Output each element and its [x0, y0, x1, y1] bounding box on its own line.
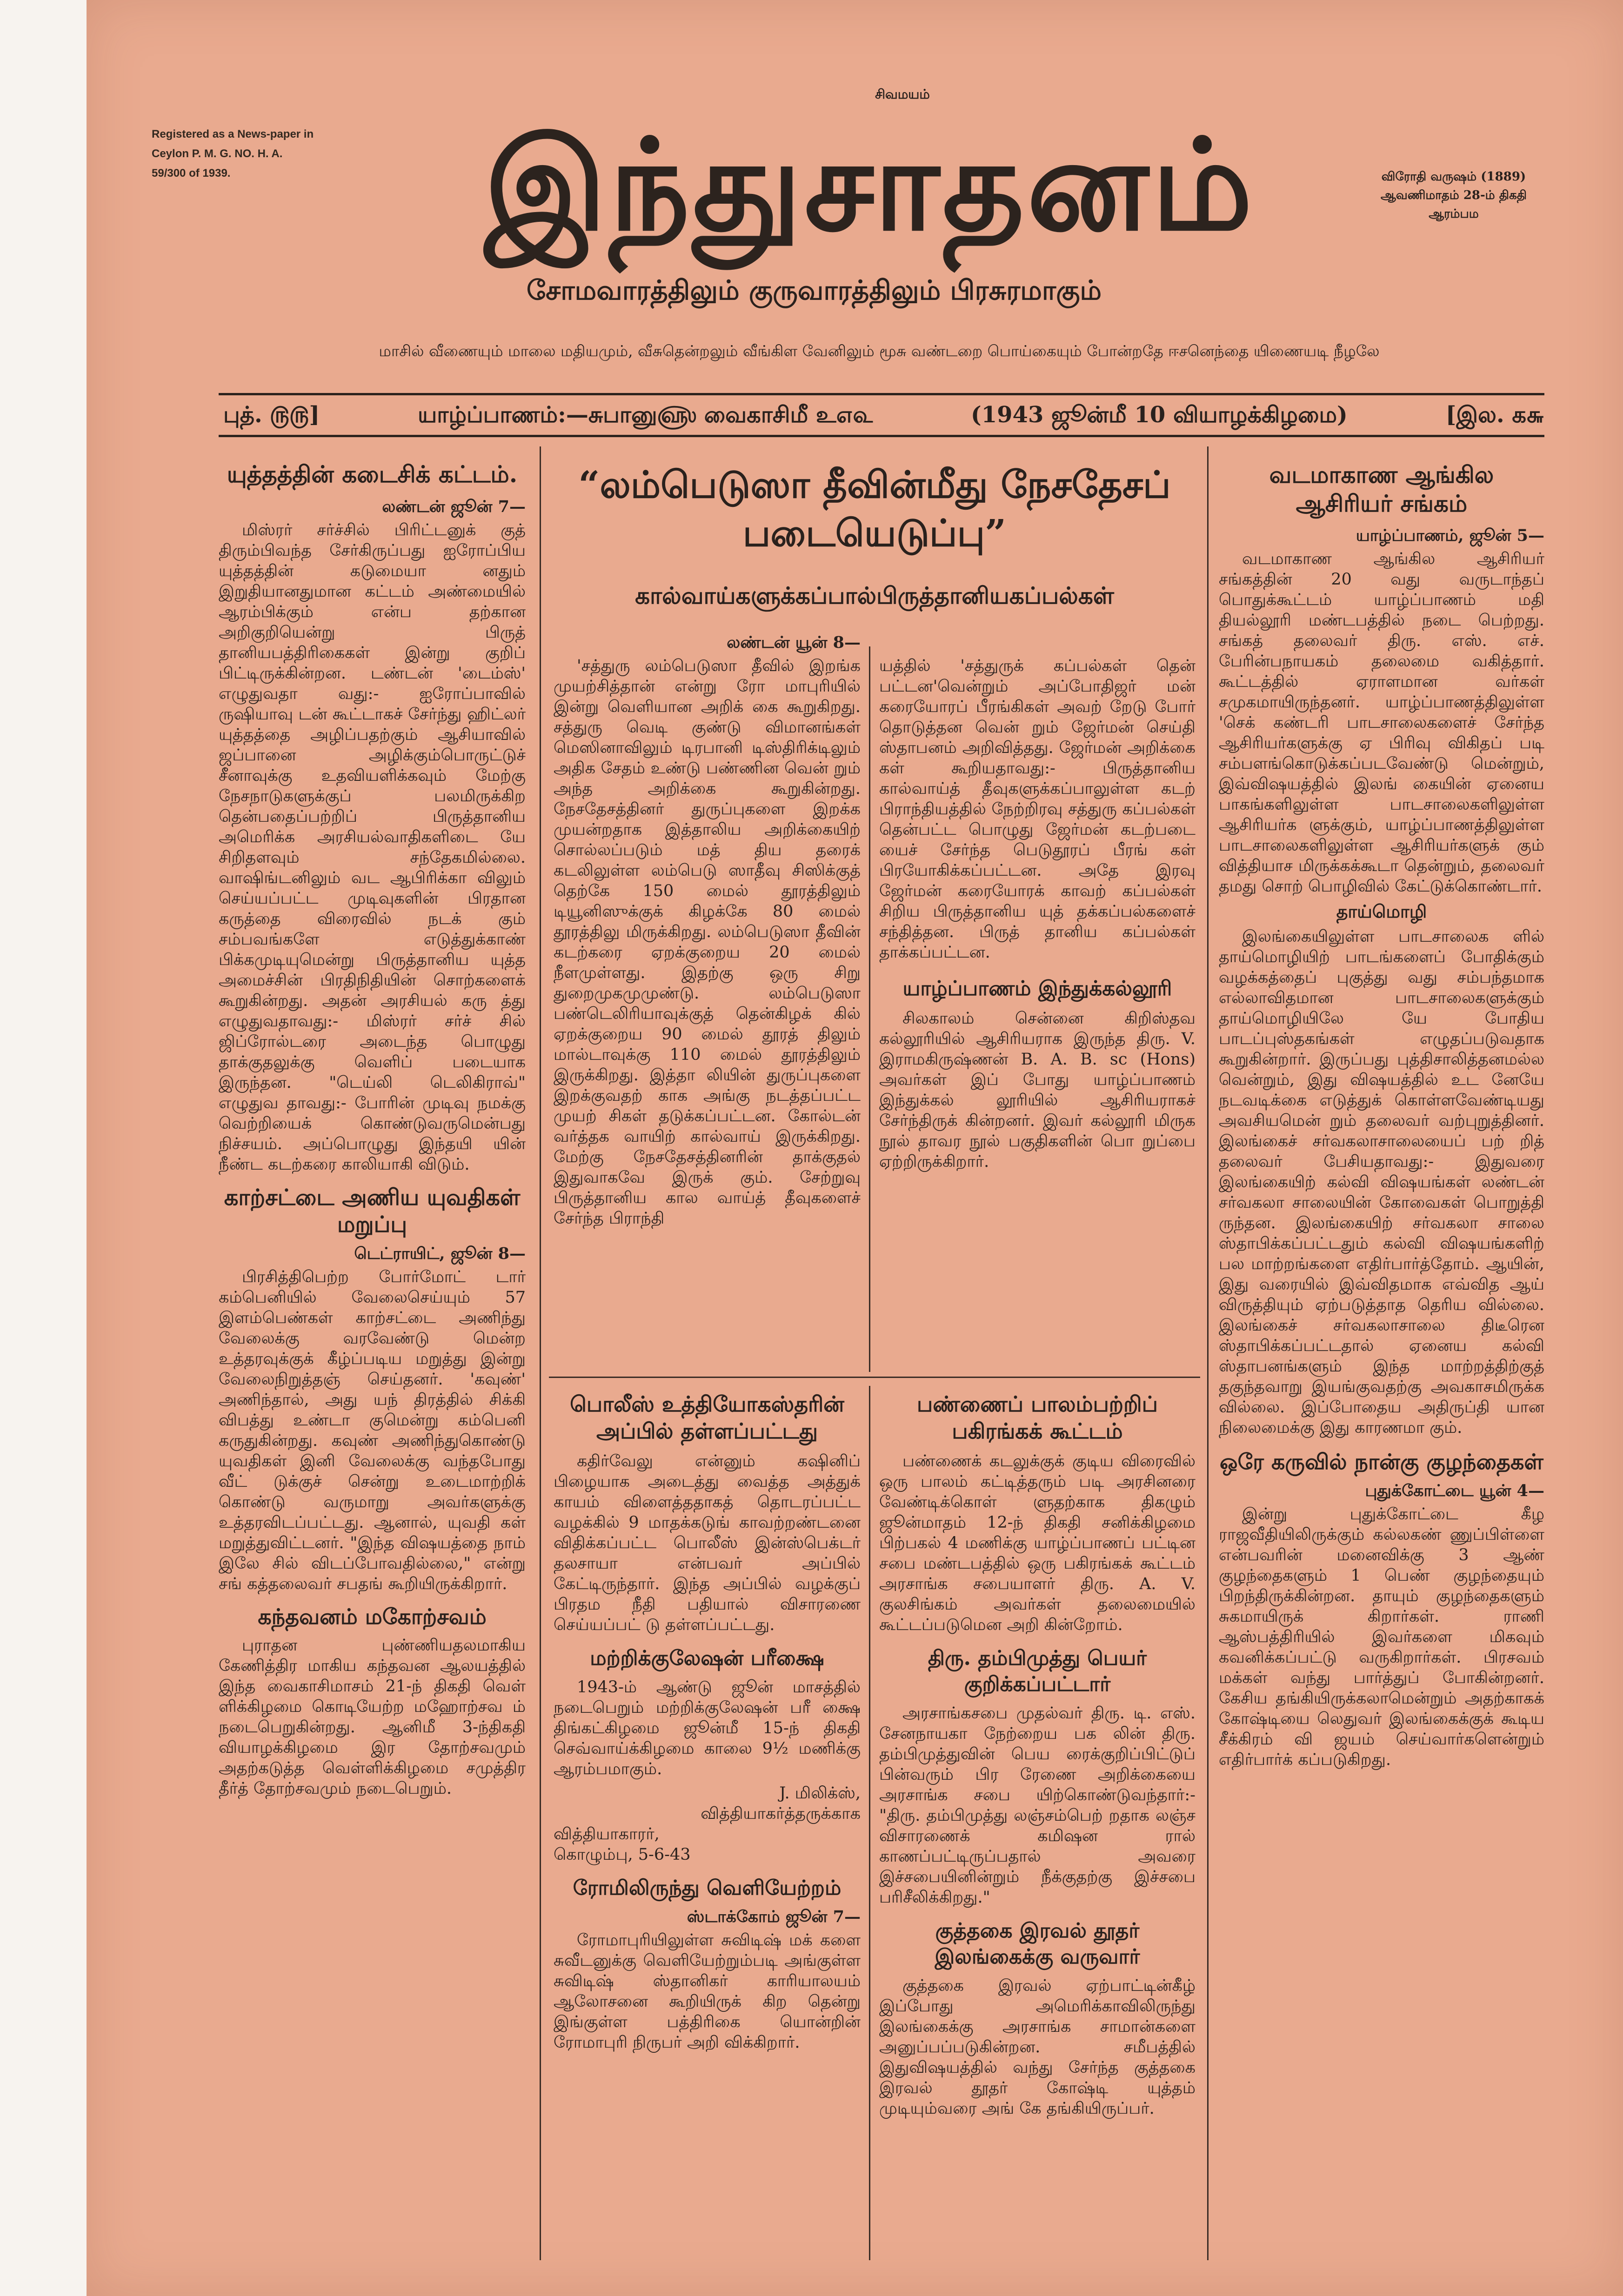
header-rule-top — [219, 393, 1544, 395]
article-body: குத்தகை இரவல் ஏற்பாட்டின்கீழ் இப்போது அமெரிக்காவிலிருந்து இலங்கைக்கு அரசாங்க சாமான்களை அனுப்பப்படுகின்றன. சமீபத்தில் இதுவிஷயத்தில் வந்து சேர்ந்த குத்தகை இரவல் தூதர் கோஷ்டி யுத்தம் முடியும்வரை அங் கே தங்கியிருப்பர். — [879, 1977, 1196, 2118]
main-subheadline: கால்வாய்களுக்கப்பால்பிருத்தானியகப்பல்கள் — [635, 582, 1114, 609]
column-5 — [1219, 460, 1544, 2265]
devotional-motto: மாசில் வீணையும் மாலை மதியமும், வீசுதென்றலும் வீங்கிள வேனிலும் மூசு வண்டறை பொய்கையும் போன்றதே ஈசனெந்தை யிணையடி நீழலே — [379, 342, 1380, 360]
article-headline: கந்தவனம் மகோற்சவம் — [258, 1604, 487, 1629]
publication-schedule: சோமவாரத்திலும் குருவாரத்திலும் பிரசுரமாகும் — [526, 274, 1102, 306]
article-dateline: புதுக்கோட்டை யூன் 4— — [1365, 1481, 1544, 1500]
year-info: விரோதி வருஷம் (1889) ஆவணிமாதம் 28-ம் திகதி ஆரம்பம — [1380, 170, 1527, 221]
article-body: கதிர்வேலு என்னும் கஷினிப் பிழையாக அடைத்து வைத்த அத்துக் காயம் விளைத்ததாகத் தொடரப்பட்ட வழக்கில் 9 மாதக்கடுங் காவற்றண்டனை விதிக்கப்பட்ட பொலீஸ் இன்ஸ்பெக்டர் தலசாயா என்பவர் அப்பில் கேட்டிருந்தார். இந்த அப்பில் வழக்குப் பிரதம நீதி பதியால் விசாரணை செய்யப்பட் டு தள்ளப்பட்டது. — [554, 1452, 861, 1634]
sivamayam-invocation: சிவமயம் — [875, 87, 930, 102]
article-body: ரோமாபுரியிலுள்ள சுவிடிஷ் மக் களை சுவீடனுக்கு வெளியேற்றும்படி அங்குள்ள சுவிடிஷ் ஸ்தானிகர் காரியாலயம் ஆலோசனை கூறியிருக் கிற தென்று இங்குள்ள பத்திரிகை யொன்றின் ரோமாபுரி நிருபர் அறி விக்கிறார். — [554, 1931, 861, 2052]
place-and-tamil-date: யாழ்ப்பாணம்:—சுபானு௵ வைகாசிமீ உ௭௳ — [418, 402, 873, 428]
article-body: இலங்கையிலுள்ள பாடசாலைக ளில் தாய்மொழியிற் பாடங்களைப் போதிக்கும் வழக்கத்தைப் புகுத்து வது சம்பந்தமாக எல்லாவிதமான பாடசாலைகளுக்கும் தாய்மொழியிலே யே போதிய பாடப்புஸ்தகங்கள் எழுதப்படுவதாக கூறுகின்றார். இருப்பது புத்திசாலித்தனமல்ல வென்றும், இது விஷயத்தில் உட னேயே நடவடிக்கை எடுத்துக் கொள்ளவேண்டியது அவசியமென் றும் தலைவர் வற்புறுத்தினர். இலங்கைச் சர்வகலாசாலையைப் பற் றித் தலைவர் பேசியதாவது:- இதுவரை இலங்கையிற் கல்வி விஷயங்கள் லண்டன் சர்வகலா சாலையின் கோவைகள் பொறுத்தி ருந்தன. இலங்கையிற் சர்வகலா சாலை ஸ்தாபிக்கப்பட்டதும் கல்வி விஷயங்களிற் பல மாற்றங்களை எதிர்பார்த்தோம். ஆயின், இது வரையில் இவ்விதமாக எவ்வித ஆய் விருத்தியும் ஏற்படுத்தாத தெரிய வில்லை. இலங்கைச் சர்வகலாசாலை திடீரென ஸ்தாபிக்கப்பட்டதால் ஏனைய கல்வி ஸ்தாபனங்களும் இந்த மாற்றத்திற்குத் தகுந்தவாறு இயங்குவதற்கு அவகாசமிருக்க வில்லை. இப்போதைய அதிருப்தி யான நிலைமைக்கு இது காரணமா கும். — [1219, 927, 1544, 1437]
center-right-column — [879, 656, 1196, 1372]
article-body: சிலகாலம் சென்னை கிறிஸ்தவ கல்லூரியில் ஆசிரியராக இருந்த திரு. V. இராமகிருஷ்ணன் B. A. B. sc (Hons) அவர்கள் இப் போது யாழ்ப்பாணம் இந்துக்கல் லூரியில் ஆசிரியராகச் சேர்ந்திருக் கின்றனர். இவர் கல்லூரி மிருக நூல் தாவர நூல் பகுதிகளின் பொ றுப்பை ஏற்றிருக்கிறார். — [879, 1009, 1196, 1171]
article-headline: பொலீஸ் உத்தியோகஸ்தரின் அப்பில் தள்ளப்பட்டது — [570, 1391, 844, 1444]
signature-place-date: கொழும்பு, 5-6-43 — [554, 1845, 691, 1864]
column-3 — [554, 1391, 861, 2260]
article-body: யத்தில் 'சத்துருக் கப்பல்கள் தென் பட்டன'வென்றும் அப்போதிஜர் மன் கரையோரப் பீரங்கிகள் அவற் றேடு போர் தொடுத்தன வென் றும் ஜேர்மன் செய்தி ஸ்தாபனம் அறிவித்தது. ஜேர்மன் அறிக்கை கள் கூறியதாவது:- பிருத்தானிய கால்வாய்த் தீவுகளுக்கப்பாலுள்ள கடற் பிராந்தியத்தில் நேற்றிரவு சத்துரு கப்பல்கள் தென்பட்ட பொழுது ஜேர்மன் கடற்படை யைச் சேர்ந்த பெடுதூரப் பீரங் கள் பிரயோகிக்கப்பட்டன. அதே இரவு ஜேர்மன் கரையோரக் காவற் கப்பல்கள் சிறிய பிருத்தானிய யுத் தக்கப்பல்களைச் சந்தித்தன. பிருத் தானிய கப்பல்கள் தாக்கப்பட்டன. — [879, 657, 1196, 962]
article-dateline: ஸ்டாக்கோம் ஜூன் 7— — [687, 1907, 861, 1926]
article-subheading: தாய்மொழி — [1336, 901, 1427, 922]
column-divider — [869, 646, 870, 1372]
signature-office: வித்தியாகாரர், — [554, 1825, 660, 1843]
column-divider — [869, 1386, 870, 2260]
column-1 — [219, 460, 526, 2265]
article-headline: ஒரே கருவில் நான்கு குழந்தைகள் — [1220, 1449, 1543, 1474]
column-divider — [1207, 446, 1209, 2260]
article-headline: காற்சட்டை அணிய யுவதிகள் மறுப்பு — [224, 1185, 521, 1238]
masthead-title: இந்துசாதனம் — [484, 110, 1256, 259]
gregorian-date: (1943 ஜூன்மீ 10 வியாழக்கிழமை) — [971, 402, 1348, 428]
article-body: பண்ணைக் கடலுக்குக் குடிய விரைவில் ஒரு பாலம் கட்டித்தரும் படி அரசினரை வேண்டிக்கொள் ளுதற்காக திகழும் ஜூன்மாதம் 12-ந் திகதி சனிக்கிழமை பிற்பகல் 4 மணிக்கு யாழ்ப்பாணப் பட்டின சபை மண்டபத்தில் ஒரு பகிரங்கக் கூட்டம் அரசாங்க சபையாளர் திரு. A. V. குலசிங்கம் அவர்கள் தலைமையில் கூட்டப்படுமென அறி கின்றோம். — [879, 1452, 1196, 1634]
article-headline: வடமாகாண ஆங்கில ஆசிரியர் சங்கம் — [1269, 461, 1494, 517]
registration-note: Registered as a News-paper in Ceylon P. M. G. NO. H. A. 59/300 of 1939. — [152, 128, 314, 180]
article-dateline: லண்டன் ஜூன் 7— — [382, 497, 526, 516]
center-left-column — [554, 632, 861, 1372]
article-headline: மற்றிக்குலேஷன் பரீக்ஷை — [590, 1646, 824, 1670]
article-body: 'சத்துரு லம்பெடுஸா தீவில் இறங்க முயற்சித்தான் என்று ரோ மாபுரியில் இன்று வெளியான அறிக் கை கூறுகிறது. சத்துரு வெடி குண்டு விமானங்கள் மெஸினாவிலும் டிரபானி டிஸ்திரிக்டிலும் அதிக சேதம் உண்டு பண்ணின வென் றும் அந்த அறிக்கை கூறுகின்றது. நேசதேசத்தினர் துருப்புகளை இறக்க முயன்றதாக இத்தாலிய அறிக்கையிற் சொல்லப்படும் மத் திய தரைக் கடலிலுள்ள லம்பெடு ஸாதீவு சிஸிக்குத் தெற்கே 150 மைல் தூரத்திலும் டியூனிஸுக்குக் கிழக்கே 80 மைல் தூரத்திலு மிருக்கிறது. லம்பெடுஸா தீவின் கடற்கரை ஏறக்குறைய 20 மைல் நீளமுள்ளது. இதற்கு ஒரு சிறு துறைமுகமுமுண்டு. லம்பெடுஸா பண்டெலிரியாவுக்குத் தென்கிழக் கில் ஏறக்குறைய 90 மைல் தூரத் திலும் மால்டாவுக்கு 110 மைல் தூரத்திலும் இருக்கிறது. இத்தா லியின் துருப்புகளை இறக்குவதற் காக அங்கு நடத்தப்பட்ட முயற் சிகள் தடுக்கப்பட்டன. கோல்டன் வர்த்தக வாயிற் கால்வாய் இருக்கிறது. மேற்கு நேசதேசத்தினரின் தாக்குதல் இதுவாகவே இருக் கும். சேற்றுவு பிருத்தானிய கால வாய்த் தீவுகளைச் சேர்ந்த பிராந்தி — [554, 657, 861, 1228]
date-line — [223, 402, 1544, 430]
header-rule-bottom — [219, 435, 1544, 437]
main-headline: “லம்பெடுஸா தீவின்மீது நேசதேசப் படையெடுப்பு” — [578, 463, 1171, 555]
article-headline: பண்ணைப் பாலம்பற்றிப் பகிரங்கக் கூட்டம் — [917, 1391, 1158, 1444]
article-body: இன்று புதுக்கோட்டை கீழ ராஜவீதியிலிருக்கும் கல்லகண் ணுப்பிள்ளை என்பவரின் மனைவிக்கு 3 ஆண் குழந்தைகளும் 1 பெண் குழந்தையும் பிறந்திருக்கின்றன. தாயும் குழந்தைகளும் சுகமாயிருக் கிறார்கள். ராணி ஆஸ்பத்திரியில் இவர்களை மிகவும் கவனிக்கப்பட்டு வருகிறார்கள். பிரசவம் மக்கள் வந்து பார்த்துப் போகின்றனர். கேசிய தங்கியிருக்கலாமென்றும் அதற்காகக் கோஷ்டியை லெதுவர் இலங்கைக்குக் கூடிய சீக்கிரம் வி ஜயம் செய்வார்களென்றும் எதிர்பார்க் கப்படுகிறது. — [1219, 1505, 1544, 1769]
article-headline: திரு. தம்பிமுத்து பெயர் குறிக்கப்பட்டார் — [928, 1646, 1147, 1696]
section-divider — [549, 1377, 1200, 1378]
article-dateline: லண்டன் யூன் 8— — [727, 633, 861, 652]
column-4 — [879, 1391, 1196, 2260]
column-divider — [540, 446, 541, 2260]
article-dateline: யாழ்ப்பாணம், ஜூன் 5— — [1356, 526, 1544, 545]
article-body: வடமாகாண ஆங்கில ஆசிரியர் சங்கத்தின் 20 வது வருடாந்தப் பொதுக்கூட்டம் யாழ்ப்பாணம் மதி தியல்லூரி மண்டபத்தில் நடை பெற்றது. சங்கத் தலைவர் திரு. எஸ். எச். பேரின்பநாயகம் தலைமை வகித்தார். கூட்டத்தில் ஏராளமான வர்கள் சமுகமாயிருந்தனர். யாழ்ப்பாணத்திலுள்ள 'செக் கண்டரி பாடசாலைகளைச் சேர்ந்த ஆசிரியர்களுக்கு ஏ பிரிவு விகிதப் படி சம்பளங்கொடுக்கப்படவேண்டு மென்றும், இவ்விஷயத்தில் இலங் கையின் ஏனைய பாகங்களிலுள்ள பாடசாலைகளிலுள்ள ஆசிரியர்க ளுக்கும், யாழ்ப்பாணத்திலுள்ள பாடசாலைகளிலுள்ள ஆசிரியர்களுக் கும் வித்தியாச மிருக்கக்கூடா தென்றும், தலைவர் தமது சொற் பொழிவில் கேட்டுக்கொண்டார். — [1219, 550, 1544, 896]
article-headline: குத்தகை இரவல் தூதர் இலங்கைக்கு வருவார் — [935, 1919, 1140, 1969]
article-dateline: டெட்ராயிட், ஜூன் 8— — [354, 1244, 526, 1263]
article-headline: ரோமிலிருந்து வெளியேற்றம் — [573, 1876, 842, 1900]
article-body: அரசாங்கசபை முதல்வர் திரு. டி. எஸ். சேனநாயகா நேற்றைய பக லின் திரு. தம்பிமுத்துவின் பெய ரைக்குறிப்பிட்டுப் பின்வரும் பிர ரேணை அறிக்கையை அரசாங்க சபை யிற்கொண்டுவந்தார்:- "திரு. தம்பிமுத்து லஞ்சம்பெற் றதாக லஞ்ச விசாரணைக் கமிஷன ரால் காணப்பட்டிருப்பதால் அவரை இச்சபையினின்றும் நீக்குதற்கு இச்சபை பரிசீலிக்கிறது." — [879, 1704, 1196, 1907]
article-body: 1943-ம் ஆண்டு ஜூன் மாசத்தில் நடைபெறும் மற்றிக்குலேஷன் பரீ க்ஷை திங்கட்கிழமை ஜூன்மீ 15-ந் திகதி செவ்வாய்க்கிழமை காலை 9½ மணிக்கு ஆரம்பமாகும். — [554, 1678, 861, 1778]
article-body: பிரசித்திபெற்ற போர்மோட் டார் கம்பெனியில் வேலைசெய்யும் 57 இளம்பெண்கள் காற்சட்டை அணிந்து வேலைக்கு வரவேண்டு மென்ற உத்தரவுக்குக் கீழ்ப்படிய மறுத்து இன்று வேலைநிறுத்தஞ் செய்தனர். 'கவுண்' அணிந்தால், அது யந் திரத்தில் சிக்கி விபத்து உண்டா குமென்று கம்பெனி கருதுகின்றது. கவுண் அணிந்துகொண்டு யுவதிகள் இனி வேலைக்கு வந்தபோது வீட் டுக்குச் சென்று உடைமாற்றிக் கொண்டு வருமாறு அவர்களுக்கு உத்தரவிடப்பட்டது. ஆனால், யுவதி கள் மறுத்துவிட்டனர். "இந்த விஷயத்தை நாம் இலே சில் விடப்போவதில்லை," என்று சங் கத்தலைவர் சபதங் கூறியிருக்கிறார். — [219, 1268, 526, 1593]
article-body: மிஸ்ரர் சர்ச்சில் பிரிட்டனுக் குத் திரும்பிவந்த சேர்கிருப்பது ஐரோப்பிய யுத்தத்தின் கடுமையா னதும் இறுதியானதுமான கட்டம் அண்மையில் ஆரம்பிக்கும் என்ப தற்கான அறிகுறியென்று பிருத் தானியபத்திரிகைகள் இன்று குறிப் பிட்டிருக்கின்றன. டண்டன் 'டைம்ஸ்' எழுதுவதா வது:- ஐரோப்பாவில் ருஷியாவு டன் கூட்டாகச் சேர்ந்து ஹிட்லர் யுத்தத்தை அழிப்பதற்கும் ஆசியாவில் ஜப்பானை அழிக்கும்பொருட்டுச் சீனாவுக்கு உதவியளிக்கவும் மேற்கு நேசநாடுகளுக்குப் பலமிருக்கிற தென்பதைப்பற்றிப் பிருத்தானிய அமெரிக்க அரசியல்வாதிகளிடை யே சிறிதளவும் சந்தேகமில்லை. வாஷிங்டனிலும் வட ஆபிரிக்கா விலும் செய்யப்பட்ட முடிவுகளின் பிரதான கருத்தை விரைவில் நடக் கும் சம்பவங்களே எடுத்துக்காண் பிக்கமுடியுமென்று பிருத்தானிய யுத்த அமைச்சின் பிரதிநிதியின் சொற்களைக் கூறுகின்றது. அதன் அரசியல் கரு த்து எழுதுவதாவது:- மிஸ்ரர் சர்ச் சில் ஜிப்ரோல்டரை அடைந்த பொழுது தாக்குதலுக்கு வெளிப் படையாக இருந்தன. "டெய்லி டெலிகிராவ்" எழுதுவ தாவது:- போரின் முடிவு நமக்கு வெற்றியைக் கொண்டுவருமென்பது நிச்சயம். அப்பொழுது இந்தயி யின் நீண்ட கடற்கரை காலியாகி விடும். — [219, 521, 526, 1174]
volume-number: புத். ௫௫] — [223, 402, 320, 428]
article-body: புராதன புண்ணியதலமாகிய கேணித்திர மாகிய கந்தவன ஆலயத்தில் இந்த வைகாசிமாசம் 21-ந் திகதி வெள் ளிக்கிழமை கொடியேற்ற மஹோற்சவ ம் நடைபெறுகின்றது. ஆனிமீ 3-ந்திகதி வியாழக்கிழமை இர தோற்சவமும் அதற்கடுத்த வெள்ளிக்கிழமை சமுத்திர தீர்த் தோற்சவமும் நடைபெறும். — [219, 1636, 526, 1798]
signature-title: வித்தியாகர்த்தருக்காக — [701, 1804, 861, 1823]
issue-number: [இல. க௬ — [1445, 402, 1544, 428]
article-headline: யாழ்ப்பாணம் இந்துக்கல்லூரி — [902, 977, 1172, 1000]
signature-name: J. மிலிக்ஸ், — [779, 1784, 861, 1803]
article-headline: யுத்தத்தின் கடைசிக் கட்டம். — [227, 460, 518, 488]
